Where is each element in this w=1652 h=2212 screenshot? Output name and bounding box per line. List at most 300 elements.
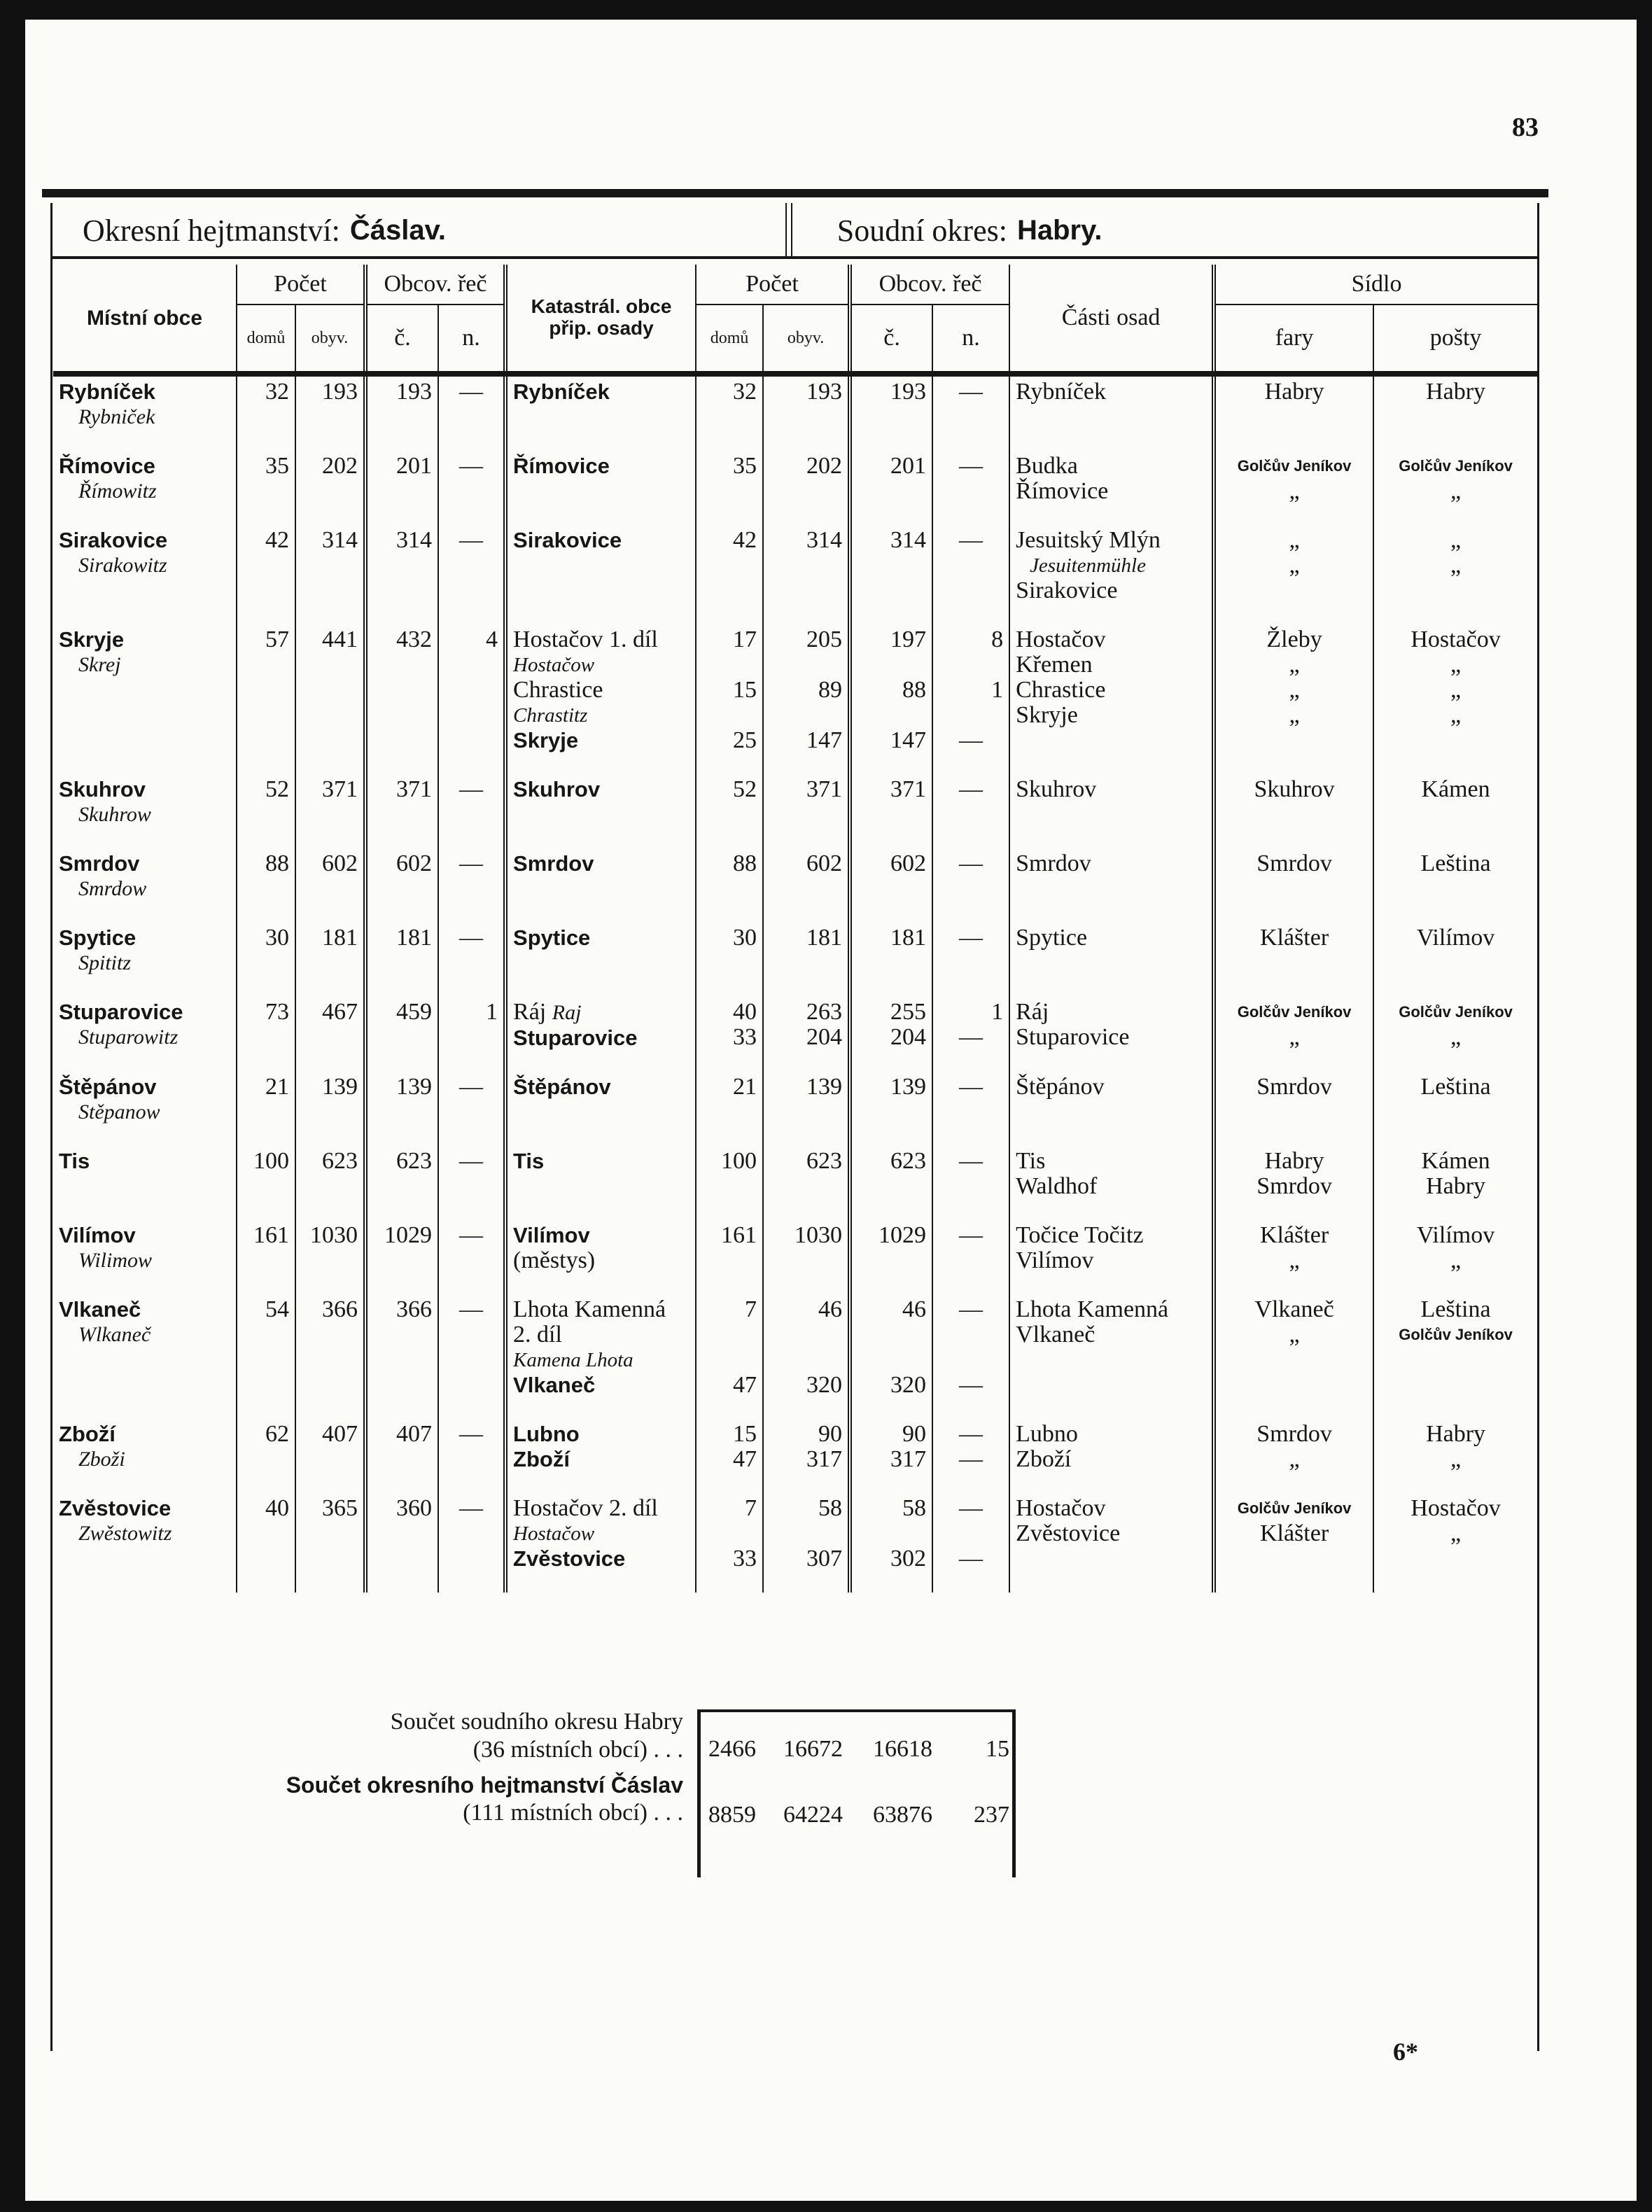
cell-obyv: 366 xyxy=(295,1294,365,1398)
sub-c: 88 xyxy=(902,677,927,703)
cell-obec xyxy=(53,451,237,504)
cell-posty xyxy=(1373,1419,1537,1472)
fara: „ xyxy=(1289,677,1300,703)
gap-cell xyxy=(53,753,237,774)
obec-name: Sirakovice xyxy=(59,528,168,552)
spacer xyxy=(858,703,926,728)
gap-cell xyxy=(53,976,237,997)
total-court-n: 15 xyxy=(986,1736,1009,1762)
col-fary: fary xyxy=(1214,304,1373,374)
cell-casti-osad xyxy=(1009,1146,1214,1199)
posta: „ xyxy=(1450,1024,1462,1050)
sub-obyv: 193 xyxy=(806,379,843,405)
gap-cell xyxy=(1214,902,1373,923)
gap-cell xyxy=(763,827,850,848)
gap-cell xyxy=(505,1572,696,1592)
spacer xyxy=(702,1248,757,1273)
cell-n: — xyxy=(438,1220,505,1273)
sub-obyv: 263 xyxy=(806,999,843,1025)
gap-cell xyxy=(53,504,237,525)
posta: Golčův Jeníkov xyxy=(1399,1003,1513,1021)
gap-cell xyxy=(365,1572,438,1592)
cell-obyv: 441 xyxy=(295,624,365,753)
spacer xyxy=(769,1322,842,1348)
row-gap xyxy=(53,1125,1537,1146)
obec-name: Rybníček xyxy=(59,379,155,404)
cell-osady xyxy=(505,374,696,430)
cell-sub-domu xyxy=(696,1419,763,1472)
gap-cell xyxy=(1009,430,1214,451)
spacer xyxy=(858,1348,926,1373)
gap-cell xyxy=(1214,1051,1373,1072)
gap-cell xyxy=(53,1125,237,1146)
gap-cell xyxy=(1373,504,1537,525)
gap-cell xyxy=(932,1125,1009,1146)
osada-line xyxy=(513,1000,690,1026)
cell-obyv: 314 xyxy=(295,525,365,603)
sub-n: — xyxy=(959,1148,983,1174)
gap-cell xyxy=(365,753,438,774)
gap-cell xyxy=(295,976,365,997)
sub-c: 317 xyxy=(890,1446,927,1472)
gap-cell xyxy=(932,1199,1009,1220)
osada-name-de: Chrastitz xyxy=(513,704,588,727)
spacer xyxy=(939,652,1003,678)
cell-obyv: 371 xyxy=(295,774,365,827)
spacer xyxy=(702,703,757,728)
sub-n: — xyxy=(959,1446,983,1472)
sub-n: — xyxy=(959,727,983,753)
sub-obyv: 89 xyxy=(818,677,843,703)
posta: „ xyxy=(1450,527,1462,553)
osada-line xyxy=(513,728,690,753)
posta: „ xyxy=(1450,652,1462,678)
sub-c: 58 xyxy=(902,1495,927,1521)
sub-obyv: 317 xyxy=(806,1446,843,1472)
cell-fary xyxy=(1214,624,1373,753)
gap-cell xyxy=(365,1199,438,1220)
sub-obyv: 147 xyxy=(806,727,843,753)
cell-sub-c xyxy=(850,624,932,753)
gap-cell xyxy=(696,504,763,525)
total-district-c: 63876 xyxy=(873,1802,932,1828)
totals-rule-left xyxy=(697,1709,701,1877)
sub-c: 204 xyxy=(890,1024,927,1050)
cell-fary xyxy=(1214,923,1373,976)
obec-name-de: Zboži xyxy=(78,1448,125,1471)
gap-cell xyxy=(1373,827,1537,848)
osada-line xyxy=(513,1223,690,1248)
sub-domu: 33 xyxy=(733,1024,757,1050)
cell-sub-domu xyxy=(696,997,763,1051)
cell-c: 201 xyxy=(365,451,438,504)
sub-domu: 7 xyxy=(745,1296,757,1322)
gap-cell xyxy=(696,430,763,451)
gap-cell xyxy=(1373,976,1537,997)
cell-obec xyxy=(53,997,237,1051)
cell-posty xyxy=(1373,1493,1537,1572)
gap-cell xyxy=(1214,1572,1373,1592)
gap-cell xyxy=(237,902,295,923)
gap-cell xyxy=(237,1273,295,1294)
cell-sub-c xyxy=(850,774,932,827)
gap-cell xyxy=(1373,1199,1537,1220)
table-row xyxy=(53,923,1537,976)
osada-name: Vilímov xyxy=(513,1223,590,1247)
cell-casti-osad xyxy=(1009,624,1214,753)
osada-note: 2. díl xyxy=(513,1322,562,1348)
gap-cell xyxy=(237,1125,295,1146)
cell-sub-c xyxy=(850,997,932,1051)
cell-sub-n xyxy=(932,374,1009,430)
obec-name: Skuhrov xyxy=(59,777,146,802)
gap-cell xyxy=(850,1572,932,1592)
obec-name-de: Wlkaneč xyxy=(78,1323,151,1346)
col-obcov-rec-1: Obcov. řeč xyxy=(365,265,505,304)
gap-cell xyxy=(850,430,932,451)
cast-osady: Jesuitenmühle xyxy=(1030,554,1146,577)
posta: Hostačov xyxy=(1410,1495,1501,1521)
row-gap xyxy=(53,1572,1537,1592)
fara: Smrdov xyxy=(1256,1074,1332,1100)
sub-n: 1 xyxy=(991,999,1004,1025)
gap-cell xyxy=(365,603,438,624)
fara: „ xyxy=(1289,552,1300,578)
gap-cell xyxy=(53,1572,237,1592)
cell-n: 4 xyxy=(438,624,505,753)
gap-cell xyxy=(763,1572,850,1592)
osada-name: Ráj xyxy=(513,999,547,1025)
gap-cell xyxy=(932,1273,1009,1294)
cell-posty xyxy=(1373,451,1537,504)
gap-cell xyxy=(237,1051,295,1072)
table-row xyxy=(53,1072,1537,1125)
cell-posty xyxy=(1373,1294,1537,1398)
row-gap xyxy=(53,902,1537,923)
cell-sub-c xyxy=(850,451,932,504)
gap-cell xyxy=(438,827,505,848)
cell-posty xyxy=(1373,774,1537,827)
osada-name: Hostačov 1. díl xyxy=(513,626,658,652)
osada-line xyxy=(513,1447,690,1472)
gap-cell xyxy=(438,1199,505,1220)
gap-cell xyxy=(932,976,1009,997)
sub-c: 1029 xyxy=(878,1222,927,1248)
sub-domu: 47 xyxy=(733,1446,757,1472)
gap-cell xyxy=(1214,1273,1373,1294)
cell-casti-osad xyxy=(1009,848,1214,902)
cell-fary xyxy=(1214,997,1373,1051)
cell-fary xyxy=(1214,1072,1373,1125)
cast-osady: Skuhrov xyxy=(1016,776,1097,802)
spacer xyxy=(702,1521,757,1546)
row-gap xyxy=(53,1051,1537,1072)
gap-cell xyxy=(505,504,696,525)
osada-line xyxy=(513,777,690,802)
fara: „ xyxy=(1289,1024,1300,1050)
col-pocet-2: Počet xyxy=(696,265,850,304)
cell-sub-obyv xyxy=(763,451,850,504)
obec-name: Smrdov xyxy=(59,851,140,876)
gap-cell xyxy=(932,603,1009,624)
cast-osady: Lhota Kamenná xyxy=(1016,1296,1169,1322)
cast-osady: Hostačov xyxy=(1016,1495,1106,1521)
sub-n: — xyxy=(959,1372,983,1398)
fara: Klášter xyxy=(1259,1222,1329,1248)
spacer xyxy=(939,1521,1003,1546)
cell-c: 432 xyxy=(365,624,438,753)
cell-domu: 30 xyxy=(237,923,295,976)
obec-name: Římovice xyxy=(59,454,155,478)
cell-c: 139 xyxy=(365,1072,438,1125)
cast-osady: Skryje xyxy=(1016,702,1078,728)
obec-name-de: Stěpanow xyxy=(78,1100,160,1124)
row-gap xyxy=(53,430,1537,451)
sub-c: 314 xyxy=(890,527,927,553)
cell-sub-domu xyxy=(696,848,763,902)
gap-cell xyxy=(237,753,295,774)
gap-cell xyxy=(438,1273,505,1294)
cast-osady: Spytice xyxy=(1016,925,1088,951)
gap-cell xyxy=(850,1051,932,1072)
posta: Leština xyxy=(1420,1296,1491,1322)
gap-cell xyxy=(1214,1125,1373,1146)
gap-cell xyxy=(1009,1051,1214,1072)
cell-sub-c xyxy=(850,1220,932,1273)
gap-cell xyxy=(365,1398,438,1419)
sub-obyv: 202 xyxy=(806,453,843,479)
cast-osady: Budka xyxy=(1016,453,1078,479)
gap-cell xyxy=(438,1472,505,1493)
gap-cell xyxy=(438,603,505,624)
gap-cell xyxy=(763,1398,850,1419)
fara: „ xyxy=(1289,652,1300,678)
col-pocet-1: Počet xyxy=(237,265,365,304)
total-row-district xyxy=(53,1771,1537,1834)
gap-cell xyxy=(1009,1398,1214,1419)
cell-n: — xyxy=(438,1419,505,1472)
cast-osady: Vlkaneč xyxy=(1016,1322,1096,1348)
row-gap xyxy=(53,1398,1537,1419)
sub-c: 147 xyxy=(890,727,927,753)
gap-cell xyxy=(438,430,505,451)
gap-cell xyxy=(1373,603,1537,624)
osada-line xyxy=(513,379,690,405)
gap-cell xyxy=(295,902,365,923)
total-district-label2: (111 místních obcí) . . . xyxy=(463,1800,683,1826)
gap-cell xyxy=(505,1273,696,1294)
fara: Golčův Jeníkov xyxy=(1237,1499,1352,1517)
spacer xyxy=(858,1248,926,1273)
gap-cell xyxy=(850,1398,932,1419)
cell-sub-obyv xyxy=(763,1419,850,1472)
scan-edge-left xyxy=(0,0,25,2212)
gap-cell xyxy=(365,1051,438,1072)
gap-cell xyxy=(295,1398,365,1419)
cell-sub-n xyxy=(932,774,1009,827)
posta: Vilímov xyxy=(1416,925,1495,951)
gap-cell xyxy=(763,902,850,923)
gap-cell xyxy=(932,827,1009,848)
gap-cell xyxy=(438,1051,505,1072)
cast-osady: Sirakovice xyxy=(1016,578,1118,603)
fara: Klášter xyxy=(1259,925,1329,951)
cell-n: — xyxy=(438,1294,505,1398)
table-row xyxy=(53,374,1537,430)
gap-cell xyxy=(763,504,850,525)
cell-osady xyxy=(505,848,696,902)
cell-sub-obyv xyxy=(763,923,850,976)
sub-obyv: 307 xyxy=(806,1546,843,1572)
cell-obec xyxy=(53,1419,237,1472)
osada-name: Lhota Kamenná xyxy=(513,1296,666,1322)
fara: Žleby xyxy=(1266,626,1322,652)
obec-name-de: Stuparowitz xyxy=(78,1026,178,1049)
obec-name-de: Rybniček xyxy=(78,405,155,428)
gap-cell xyxy=(438,902,505,923)
posta: Golčův Jeníkov xyxy=(1399,457,1513,475)
cell-casti-osad xyxy=(1009,451,1214,504)
cell-sub-domu xyxy=(696,1072,763,1125)
spacer xyxy=(939,1248,1003,1273)
cell-obyv: 623 xyxy=(295,1146,365,1199)
cell-domu: 73 xyxy=(237,997,295,1051)
obec-name: Vlkaneč xyxy=(59,1297,141,1322)
gap-cell xyxy=(438,1125,505,1146)
osada-name: Štěpánov xyxy=(513,1074,611,1099)
osada-line xyxy=(513,678,690,703)
table-row xyxy=(53,997,1537,1051)
sub-c: 193 xyxy=(890,379,927,405)
total-row-court xyxy=(53,1708,1537,1771)
gap-cell xyxy=(505,827,696,848)
cell-obyv: 181 xyxy=(295,923,365,976)
gap-cell xyxy=(763,603,850,624)
cell-sub-n xyxy=(932,923,1009,976)
cell-c: 407 xyxy=(365,1419,438,1472)
gap-cell xyxy=(1009,1572,1214,1592)
sub-obyv: 602 xyxy=(806,850,843,876)
cell-casti-osad xyxy=(1009,774,1214,827)
posta: Kámen xyxy=(1421,776,1490,802)
cell-domu: 62 xyxy=(237,1419,295,1472)
obec-name: Vilímov xyxy=(59,1223,136,1247)
cell-sub-obyv xyxy=(763,848,850,902)
gap-cell xyxy=(763,430,850,451)
gap-cell xyxy=(237,1199,295,1220)
sub-domu: 17 xyxy=(733,626,757,652)
osada-name: Chrastice xyxy=(513,677,603,703)
gap-cell xyxy=(365,504,438,525)
cell-sub-c xyxy=(850,1419,932,1472)
gap-cell xyxy=(295,1273,365,1294)
gap-cell xyxy=(1009,976,1214,997)
cell-obec xyxy=(53,774,237,827)
osada-line xyxy=(513,851,690,876)
totals-rule-right xyxy=(1012,1709,1016,1877)
cell-sub-obyv xyxy=(763,1146,850,1199)
cast-osady: Lubno xyxy=(1016,1421,1078,1447)
district-value: Čáslav. xyxy=(349,214,446,246)
fara: Klášter xyxy=(1259,1520,1329,1546)
cell-domu: 88 xyxy=(237,848,295,902)
cell-n: — xyxy=(438,374,505,430)
sub-n: — xyxy=(959,1546,983,1572)
osada-name: Vlkaneč xyxy=(513,1373,596,1397)
gap-cell xyxy=(1214,1199,1373,1220)
gap-cell xyxy=(1009,1199,1214,1220)
frame-right xyxy=(1537,203,1539,2051)
cell-obec xyxy=(53,525,237,603)
gap-cell xyxy=(53,1199,237,1220)
posta: „ xyxy=(1450,1247,1462,1273)
total-district-n: 237 xyxy=(974,1802,1009,1828)
cell-sub-n xyxy=(932,1294,1009,1398)
cell-casti-osad xyxy=(1009,1220,1214,1273)
sub-obyv: 58 xyxy=(818,1495,843,1521)
obec-name: Stuparovice xyxy=(59,1000,183,1024)
table-row xyxy=(53,1220,1537,1273)
gap-cell xyxy=(1373,430,1537,451)
col-c-1: č. xyxy=(365,304,438,374)
cast-osady: Zvěstovice xyxy=(1016,1520,1121,1546)
gap-cell xyxy=(763,1125,850,1146)
gap-cell xyxy=(365,1125,438,1146)
cell-casti-osad xyxy=(1009,997,1214,1051)
spacer xyxy=(939,703,1003,728)
obec-name-de: Sirakowitz xyxy=(78,554,167,577)
sub-obyv: 371 xyxy=(806,776,843,802)
posta: Leština xyxy=(1420,850,1491,876)
total-court-domu: 2466 xyxy=(708,1736,756,1762)
cell-fary xyxy=(1214,374,1373,430)
sub-c: 201 xyxy=(890,453,927,479)
sub-n: — xyxy=(959,776,983,802)
gap-cell xyxy=(505,1051,696,1072)
cell-fary xyxy=(1214,451,1373,504)
col-c-2: č. xyxy=(850,304,932,374)
sub-n: — xyxy=(959,453,983,479)
spacer xyxy=(769,1248,842,1273)
cast-osady: Ráj xyxy=(1016,999,1049,1025)
cell-obyv: 365 xyxy=(295,1493,365,1572)
cell-sub-n xyxy=(932,1146,1009,1199)
obec-name-de: Římowitz xyxy=(78,479,157,503)
cell-sub-n xyxy=(932,1493,1009,1572)
top-rule xyxy=(42,189,1548,197)
header-bar xyxy=(50,203,1539,258)
gap-cell xyxy=(850,1125,932,1146)
cell-domu: 21 xyxy=(237,1072,295,1125)
sub-c: 90 xyxy=(902,1421,927,1447)
row-gap xyxy=(53,504,1537,525)
osada-line xyxy=(513,1422,690,1447)
total-court-c: 16618 xyxy=(873,1736,932,1762)
sub-domu: 100 xyxy=(721,1148,757,1174)
court-label: Soudní okres: xyxy=(836,213,1007,248)
sub-n: — xyxy=(959,1024,983,1050)
cast-osady: Jesuitský Mlýn xyxy=(1016,527,1161,553)
gap-cell xyxy=(696,1051,763,1072)
cell-sub-obyv xyxy=(763,374,850,430)
col-obyv-2: obyv. xyxy=(763,304,850,374)
gap-cell xyxy=(365,430,438,451)
cell-posty xyxy=(1373,1220,1537,1273)
gap-cell xyxy=(932,1051,1009,1072)
total-court-obyv: 16672 xyxy=(783,1736,843,1762)
gap-cell xyxy=(850,827,932,848)
gap-cell xyxy=(237,603,295,624)
